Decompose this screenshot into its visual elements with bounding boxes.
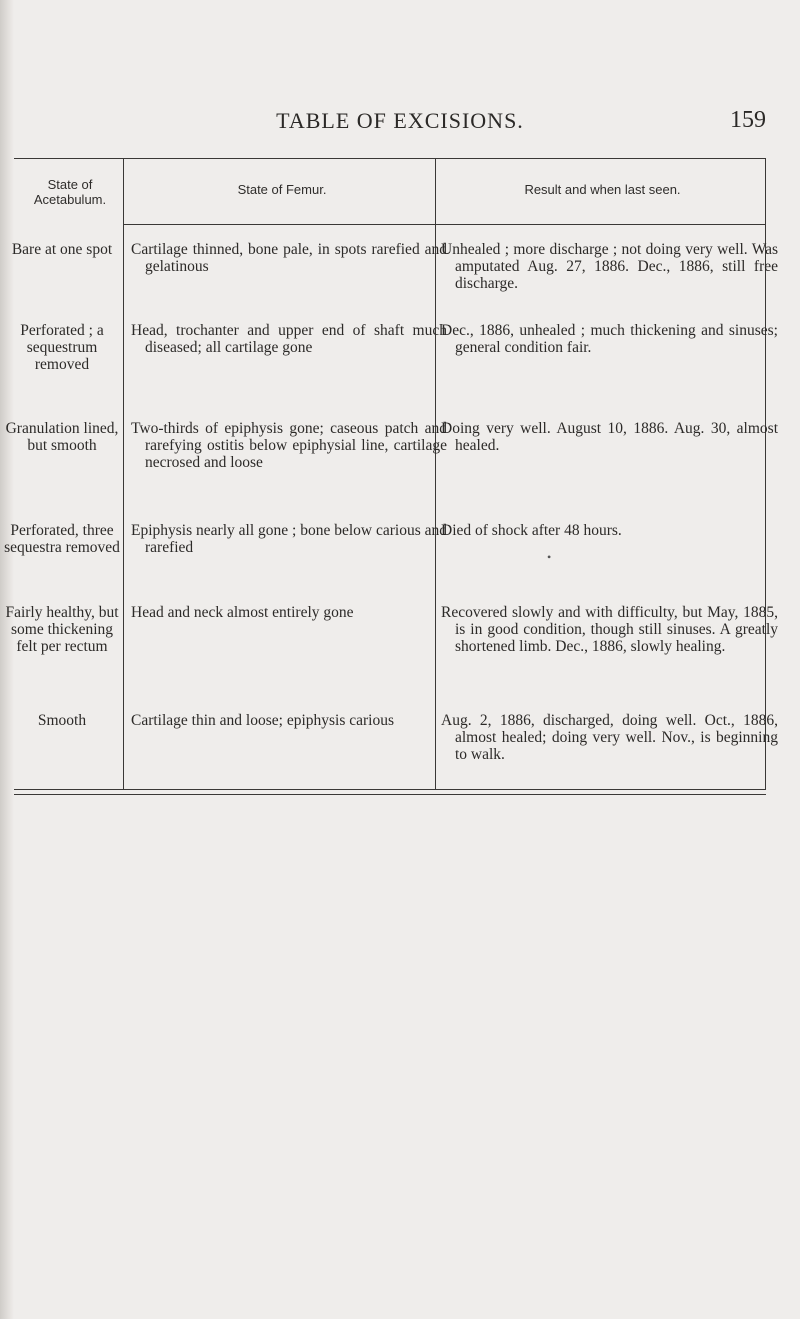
femur-cell: Head and neck almost entirely gone — [131, 604, 354, 621]
header-bottom-rule — [124, 224, 766, 225]
column-header-femur: State of Femur. — [237, 182, 327, 197]
femur-cell: Cartilage thin and loose; epiphysis carious — [131, 712, 395, 729]
acetabulum-cell: Perforated ; a sequestrum removed — [20, 322, 104, 373]
ink-speck: • — [547, 550, 552, 564]
result-cell: Died of shock after 48 hours. — [441, 522, 622, 539]
column-header-acetabulum: State of Acetabulum. — [33, 177, 107, 207]
femur-cell: Cartilage thinned, bone pale, in spots rarefied and gelatinous — [131, 241, 447, 275]
result-cell: Unhealed ; more discharge ; not doing very well. Was amputated Aug. 27, 1886. Dec., 1886, still free discharge. — [441, 241, 778, 292]
acetabulum-cell: Granulation lined, but smooth — [5, 420, 119, 454]
column-header-result: Result and when last seen. — [524, 182, 681, 197]
table-bottom-rule-2 — [14, 794, 766, 795]
femur-cell: Epiphysis nearly all gone ; bone below carious and rarefied — [131, 522, 447, 556]
table-top-rule — [14, 158, 766, 159]
page-title: TABLE OF EXCISIONS. — [276, 108, 524, 133]
result-cell: Doing very well. August 10, 1886. Aug. 30, almost healed. — [441, 420, 778, 454]
result-cell: Aug. 2, 1886, discharged, doing well. Oct., 1886, almost healed; doing very well. Nov., is beginning to walk. — [441, 712, 778, 763]
femur-cell: Head, trochanter and upper end of shaft much diseased; all cartilage gone — [131, 322, 447, 356]
acetabulum-cell: Perforated, three sequestra removed — [4, 522, 120, 556]
result-cell: Dec., 1886, unhealed ; much thickening and sinuses; general condition fair. — [441, 322, 778, 356]
acetabulum-cell: Smooth — [37, 712, 87, 729]
acetabulum-cell: Fairly healthy, but some thickening felt per rectum — [5, 604, 119, 655]
femur-cell: Two-thirds of epiphysis gone; caseous patch and rarefying ostitis below epiphysial line, cartilage necrosed and loose — [131, 420, 447, 471]
result-cell: Recovered slowly and with difficulty, but May, 1885, is in good condition, though still sinuses. A greatly shortened limb. Dec., 1886, slowly healing. — [441, 604, 778, 655]
page-number: 159 — [730, 107, 766, 133]
acetabulum-cell: Bare at one spot — [11, 241, 113, 258]
table-bottom-rule-1 — [14, 789, 766, 790]
column-divider-1 — [123, 159, 124, 789]
